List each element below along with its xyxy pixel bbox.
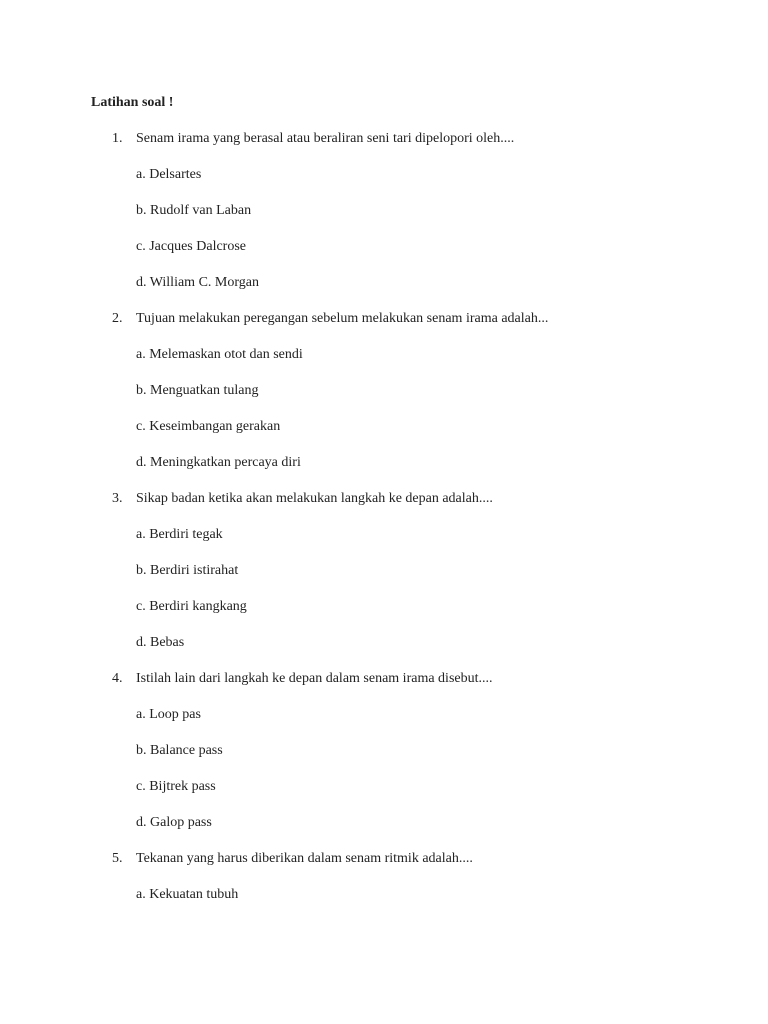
question-text: Tujuan melakukan peregangan sebelum melakukan senam irama adalah... — [136, 311, 549, 326]
question-number: 3. — [112, 491, 123, 506]
option-3d: d. Bebas — [136, 635, 185, 650]
option-2d: d. Meningkatkan percaya diri — [136, 455, 301, 470]
option-4a: a. Loop pas — [136, 707, 201, 722]
option-1c: c. Jacques Dalcrose — [136, 239, 247, 254]
question-number: 1. — [112, 131, 123, 146]
question-text: Sikap badan ketika akan melakukan langkah ke depan adalah.... — [136, 491, 493, 506]
option-5a: a. Kekuatan tubuh — [136, 887, 239, 902]
question-text: Tekanan yang harus diberikan dalam senam ritmik adalah.... — [136, 851, 473, 866]
option-1a: a. Delsartes — [136, 167, 202, 182]
option-1d: d. William C. Morgan — [136, 275, 259, 290]
option-2b: b. Menguatkan tulang — [136, 383, 259, 398]
question-text: Senam irama yang berasal atau beraliran seni tari dipelopori oleh.... — [136, 131, 515, 146]
option-3c: c. Berdiri kangkang — [136, 599, 247, 614]
question-text: Istilah lain dari langkah ke depan dalam senam irama disebut.... — [136, 671, 493, 686]
option-3b: b. Berdiri istirahat — [136, 563, 239, 578]
option-4c: c. Bijtrek pass — [136, 779, 216, 794]
option-2a: a. Melemaskan otot dan sendi — [136, 347, 303, 362]
option-4b: b. Balance pass — [136, 743, 223, 758]
question-number: 2. — [112, 311, 123, 326]
option-4d: d. Galop pass — [136, 815, 212, 830]
document-title: Latihan soal ! — [91, 95, 174, 110]
option-2c: c. Keseimbangan gerakan — [136, 419, 281, 434]
question-number: 5. — [112, 851, 123, 866]
option-3a: a. Berdiri tegak — [136, 527, 223, 542]
question-number: 4. — [112, 671, 123, 686]
option-1b: b. Rudolf van Laban — [136, 203, 252, 218]
